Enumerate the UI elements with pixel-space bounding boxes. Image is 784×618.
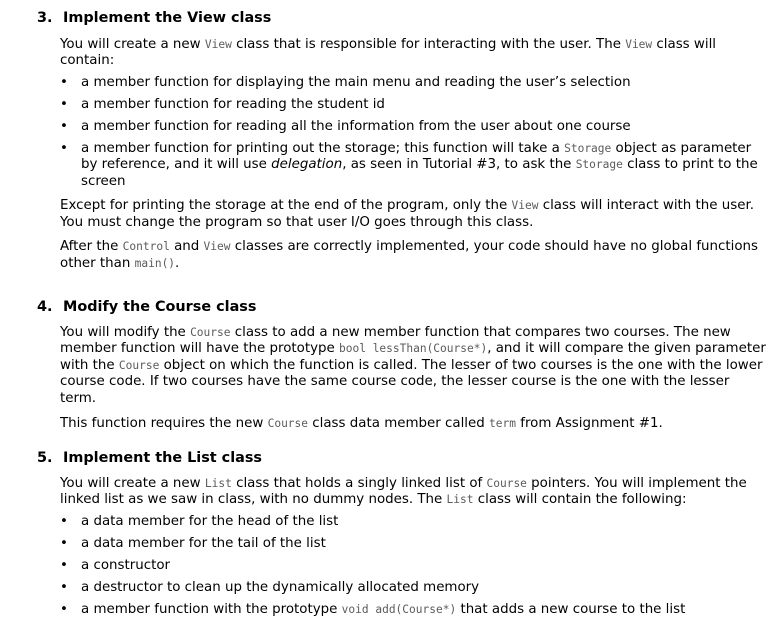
text: and bbox=[170, 239, 204, 254]
section-5-intro bbox=[60, 476, 768, 509]
text: class data member called bbox=[308, 416, 489, 431]
code-term: void add(Course*) bbox=[342, 603, 457, 616]
text: object as parameter by reference, and it will use bbox=[81, 141, 751, 173]
section-5-bullet-list bbox=[60, 514, 768, 618]
text: You will create a new bbox=[60, 476, 205, 491]
text: class will contain the following: bbox=[474, 492, 687, 507]
section-number: 4. bbox=[37, 299, 63, 316]
code-term: View bbox=[204, 240, 231, 253]
text: , as seen in Tutorial #3, to ask the bbox=[342, 157, 575, 172]
code-term: View bbox=[205, 38, 232, 51]
code-term: Course bbox=[190, 326, 230, 339]
code-term: Storage bbox=[564, 142, 611, 155]
section-3-paragraph bbox=[60, 198, 768, 231]
text: You will create a new bbox=[60, 37, 205, 52]
code-term: Course bbox=[119, 359, 159, 372]
list-item: • a data member for the head of the list bbox=[60, 514, 768, 531]
code-term: term bbox=[489, 417, 516, 430]
text: This function requires the new bbox=[60, 416, 268, 431]
code-term: Course bbox=[487, 477, 527, 490]
list-item: • a member function for displaying the main menu and reading the user’s selection bbox=[60, 75, 768, 92]
list-item: • a constructor bbox=[60, 558, 768, 575]
section-number: 3. bbox=[37, 10, 63, 27]
section-title: Implement the View class bbox=[63, 10, 271, 26]
code-term: bool lessThan(Course*) bbox=[339, 342, 487, 355]
section-title: Implement the List class bbox=[63, 450, 262, 466]
section-3 bbox=[37, 10, 768, 272]
code-term: List bbox=[447, 493, 474, 506]
section-4-paragraph bbox=[60, 416, 768, 433]
text: class will interact with the user. You must change the program so that user I/O goes through this class. bbox=[60, 198, 754, 230]
list-item: • a member function for reading the student id bbox=[60, 97, 768, 114]
emphasis: delegation bbox=[271, 157, 342, 172]
text: object on which the function is called. The lesser of two courses is the one with the lower course code. If two courses have the same course code, the lesser course is the one with the lesser term. bbox=[60, 358, 762, 406]
text: class that holds a singly linked list of bbox=[232, 476, 487, 491]
section-3-heading bbox=[37, 10, 768, 27]
code-term: View bbox=[625, 38, 652, 51]
section-4-heading bbox=[37, 299, 768, 316]
text: class that is responsible for interacting with the user. The bbox=[232, 37, 625, 52]
text: a member function with the prototype bbox=[81, 602, 342, 617]
list-item: • a member function for reading all the information from the user about one course bbox=[60, 119, 768, 136]
text: that adds a new course to the list bbox=[456, 602, 685, 617]
text: class will contain: bbox=[60, 37, 716, 69]
text: classes are correctly implemented, your code should have no global functions other than bbox=[60, 239, 758, 271]
text: . bbox=[175, 256, 179, 271]
code-term: List bbox=[205, 477, 232, 490]
text: After the bbox=[60, 239, 123, 254]
text: class to add a new member function that compares two courses. The new member function will have the prototype bbox=[60, 325, 731, 357]
list-item: • a destructor to clean up the dynamically allocated memory bbox=[60, 580, 768, 597]
section-5 bbox=[37, 450, 768, 618]
section-3-bullet-list bbox=[60, 75, 768, 191]
code-term: Control bbox=[123, 240, 170, 253]
text: Except for printing the storage at the end of the program, only the bbox=[60, 198, 512, 213]
section-title: Modify the Course class bbox=[63, 299, 256, 315]
text: class to print to the screen bbox=[81, 157, 758, 189]
section-3-paragraph bbox=[60, 239, 768, 272]
section-number: 5. bbox=[37, 450, 63, 467]
text: pointers. You will implement the linked list as we saw in class, with no dummy nodes. The bbox=[60, 476, 747, 508]
list-item: • a data member for the tail of the list bbox=[60, 536, 768, 553]
section-5-heading bbox=[37, 450, 768, 467]
section-3-intro bbox=[60, 37, 768, 70]
section-4-paragraph bbox=[60, 325, 768, 408]
code-term: main() bbox=[135, 257, 175, 270]
list-item bbox=[60, 141, 768, 191]
code-term: View bbox=[512, 199, 539, 212]
code-term: Course bbox=[268, 417, 308, 430]
code-term: Storage bbox=[576, 158, 623, 171]
text: , and it will compare the given parameter with the bbox=[60, 341, 766, 373]
text: a member function for printing out the storage; this function will take a bbox=[81, 141, 564, 156]
text: You will modify the bbox=[60, 325, 190, 340]
text: from Assignment #1. bbox=[516, 416, 663, 431]
section-4 bbox=[37, 299, 768, 433]
